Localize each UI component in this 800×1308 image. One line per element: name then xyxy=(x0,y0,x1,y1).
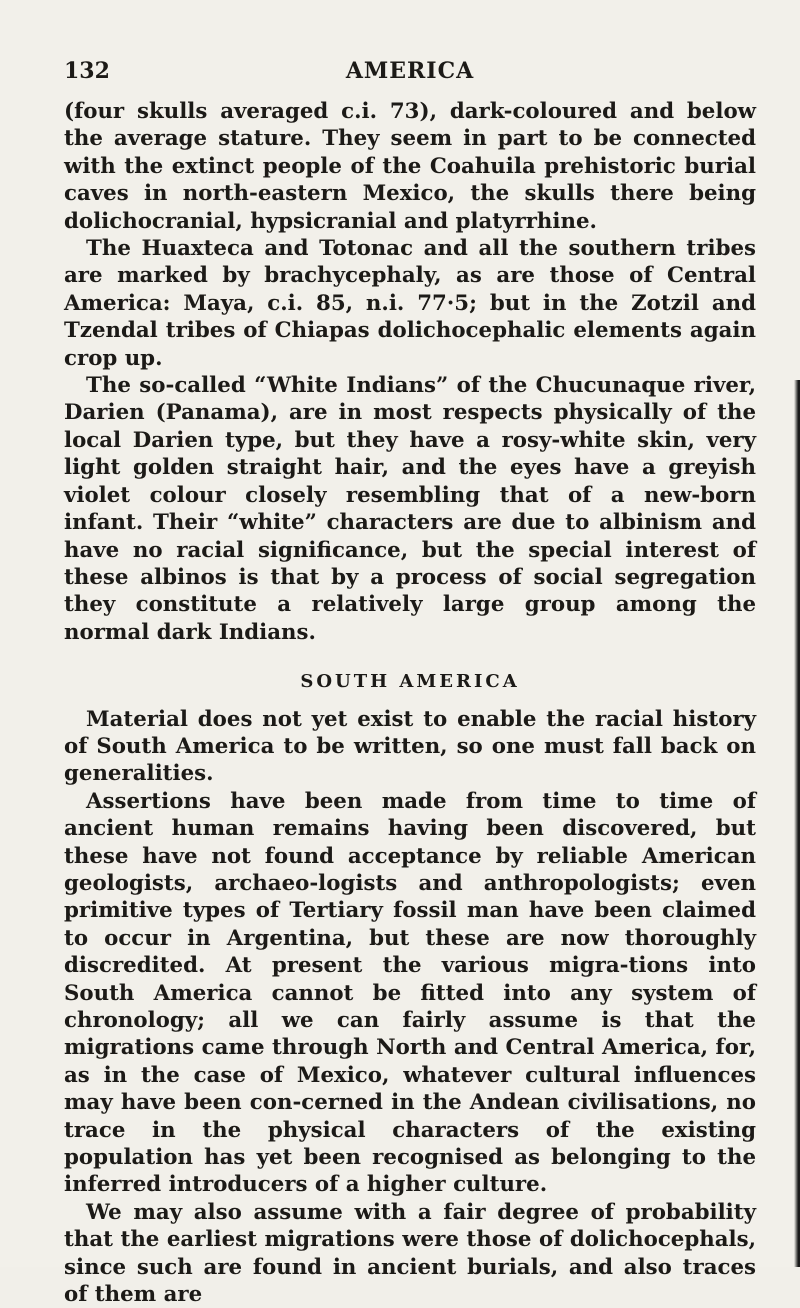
paragraph: The so-called “White Indians” of the Chucunaque river, Darien (Panama), are in most respects physically of the local Darien type, but they have a rosy-white skin, very light golden straight hair, and the eyes have a greyish violet colour closely resembling that of a new-born infant. Their “white” characters are due to albinism and have no racial significance, but the special interest of these albinos is that by a process of social segregation they constitute a relatively large group among the normal dark Indians. xyxy=(64,373,756,645)
paragraph: (four skulls averaged c.i. 73), dark-coloured and below the average stature. They seem in part to be connected with the extinct people of the Coahuila prehistoric burial caves in north-eastern Mexico, the skulls there being dolichocranial, hypsicranial and platyrrhine. xyxy=(64,99,756,234)
page-number: 132 xyxy=(64,58,110,84)
paragraph: Assertions have been made from time to time of ancient human remains having been discovered, but these have not found acceptance by reliable American geologists, archaeo-logists and anthropologists; even primitive types of Tertiary fossil man have been claimed to occur in Argentina, but these are now thoroughly discredited. At present the various migra-tions into South America cannot be fitted into any system of chronology; all we can fairly assume is that the migrations came through North and Central America, for, as in the case of Mexico, whatever cultural influences may have been con-cerned in the Andean civilisations, no trace in the physical characters of the existing population has yet been recognised as belonging to the inferred introducers of a higher culture. xyxy=(64,788,756,1198)
running-head: AMERICA xyxy=(345,58,475,84)
paragraph: The Huaxteca and Totonac and all the southern tribes are marked by brachycephaly, as are those of Central America: Maya, c.i. 85, n.i. 77·5; but in the Zotzil and Tzendal tribes of Chiapas dolichocephalic elements again crop up. xyxy=(64,236,756,371)
paragraph: Material does not yet exist to enable the racial history of South America to be written, so one must fall back on generalities. xyxy=(64,706,756,787)
page-edge-shadow xyxy=(794,380,800,1267)
paragraph: We may also assume with a fair degree of probability that the earliest migrations were those of dolichocephals, since such are found in ancient burials, and also traces of them are xyxy=(64,1199,756,1308)
body-text xyxy=(64,98,756,1308)
section-heading: SOUTH AMERICA xyxy=(300,671,520,693)
page-header xyxy=(64,56,756,92)
